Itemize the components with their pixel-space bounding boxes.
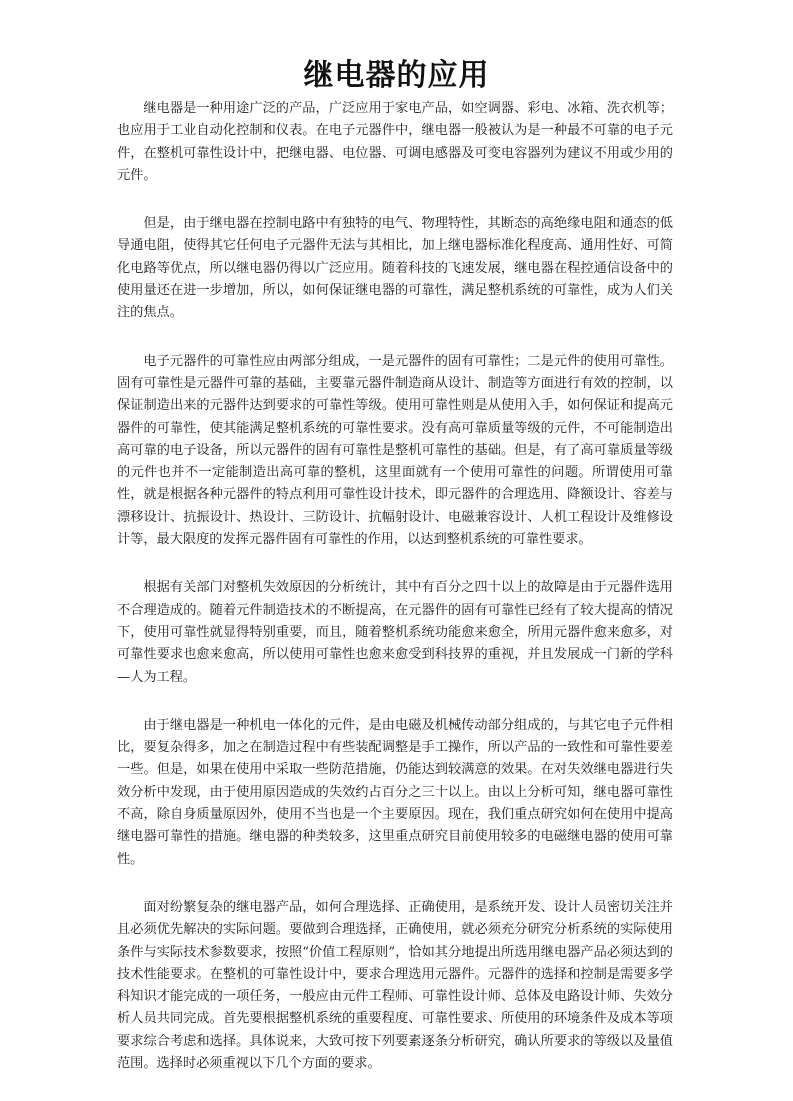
page-title: 继电器的应用 [303,58,490,94]
document-body [117,98,673,1101]
paragraph-6: 面对纷繁复杂的继电器产品，如何合理选择、正确使用，是系统开发、设计人员密切关注并且必须优先解决的实际问题。要做到合理选择，正确使用，就必须充分研究分析系统的实际使用条件与实际技术参数要求，按照“价值工程原则”，恰如其分地提出所选用继电器产品必须达到的技术性能要求。在整机的可靠性设计中，要求合理选用元器件。元器件的选择和控制是需要多学科知识才能完成的一项任务，一般应由元件工程师、可靠性设计师、总体及电路设计师、失效分析人员共同完成。首先要根据整机系统的重要程度、可靠性要求、所使用的环境条件及成本等项要求综合考虑和选择。具体说来，大致可按下列要素逐条分析研究，确认所要求的等级以及量值范围。选择时必须重视以下几个方面的要求。 [117,899,673,1071]
paragraph-3: 电子元器件的可靠性应由两部分组成，一是元器件的固有可靠性；二是元件的使用可靠性。固有可靠性是元器件可靠的基础，主要靠元器件制造商从设计、制造等方面进行有效的控制，以保证制造出来的元器件达到要求的可靠性等级。使用可靠性则是从使用入手，如何保证和提高元器件的可靠性，使其能满足整机系统的可靠性要求。没有高可靠质量等级的元件，不可能制造出高可靠的电子设备，所以元器件的固有可靠性是整机可靠性的基础。但是，有了高可靠质量等级的元件也并不一定能制造出高可靠的整机，这里面就有一个使用可靠性的问题。所谓使用可靠性，就是根据各种元器件的特点利用可靠性设计技术，即元器件的合理选用、降额设计、容差与漂移设计、抗振设计、热设计、三防设计、抗幅射设计、电磁兼容设计、人机工程设计及维修设计等，最大限度的发挥元器件固有可靠性的作用，以达到整机系统的可靠性要求。 [117,353,673,548]
paragraph-4: 根据有关部门对整机失效原因的分析统计，其中有百分之四十以上的故障是由于元器件选用不合理造成的。随着元件制造技术的不断提高，在元器件的固有可靠性已经有了较大提高的情况下，使用可靠性就显得特别重要，而且，随着整机系统功能愈来愈全，所用元器件愈来愈多，对可靠性要求也愈来愈高，所以使用可靠性也愈来愈受到科技界的重视，并且发展成一门新的学科—人为工程。 [117,580,673,685]
paragraph-2: 但是，由于继电器在控制电路中有独特的电气、物理特性，其断态的高绝缘电阻和通态的低导通电阻，使得其它任何电子元器件无法与其相比，加上继电器标准化程度高、通用性好、可简化电路等优点，所以继电器仍得以广泛应用。随着科技的飞速发展，继电器在程控通信设备中的使用量还在进一步增加，所以，如何保证继电器的可靠性，满足整机系统的可靠性，成为人们关注的焦点。 [117,216,673,321]
paragraph-5: 由于继电器是一种机电一体化的元件，是由电磁及机械传动部分组成的，与其它电子元件相比，要复杂得多，加之在制造过程中有些装配调整是手工操作，所以产品的一致性和可靠性要差一些。但是，如果在使用中采取一些防范措施，仍能达到较满意的效果。在对失效继电器进行失效分析中发现，由于使用原因造成的失效约占百分之三十以上。由以上分析可知，继电器可靠性不高，除自身质量原因外，使用不当也是一个主要原因。现在，我们重点研究如何在使用中提高继电器可靠性的措施。继电器的种类较多，这里重点研究目前使用较多的电磁继电器的使用可靠性。 [117,717,673,867]
paragraph-1: 继电器是一种用途广泛的产品，广泛应用于家电产品，如空调器、彩电、冰箱、洗衣机等；也应用于工业自动化控制和仪表。在电子元器件中，继电器一般被认为是一种最不可靠的电子元件，在整机可靠性设计中，把继电器、电位器、可调电感器及可变电容器列为建议不用或少用的元件。 [117,101,673,183]
